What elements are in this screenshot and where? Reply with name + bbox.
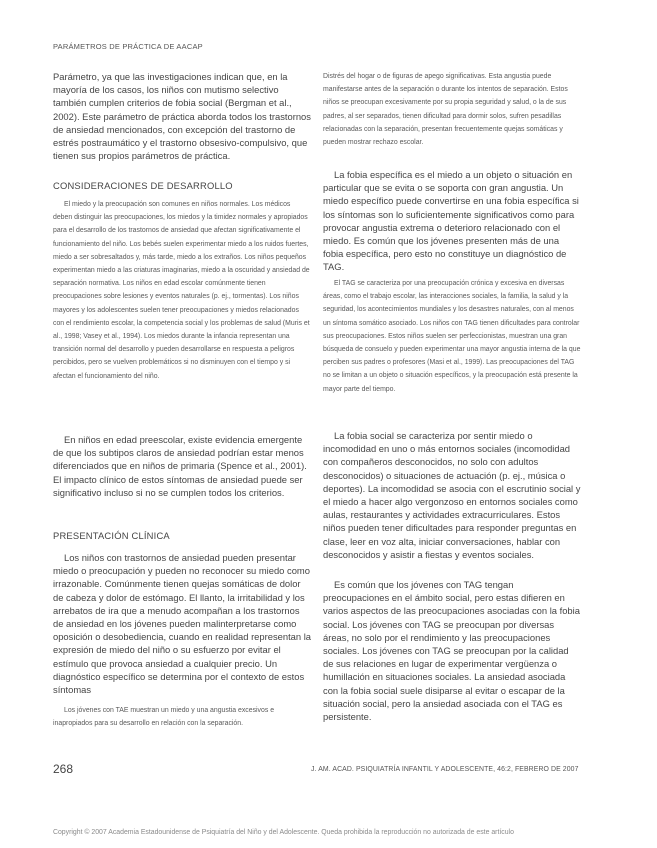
left-column-section-2 (53, 530, 311, 541)
left-column-clinical (53, 551, 311, 696)
paragraph-intro: Parámetro, ya que las investigaciones indican que, en la mayoría de los casos, los niños con mutismo selectivo también cumplen criterios de fobia social (Bergman et al., 2002). Este parámetro de práctica aborda todos los trastornos de ansiedad mencionados, con excepción del trastorno de estrés postraumático y el trastorno obsesivo-compulsivo, que tienen sus propios parámetros de práctica. (53, 71, 311, 162)
right-column-tag-social (323, 578, 581, 723)
left-column-small-2 (53, 704, 311, 730)
left-column-preschool (53, 433, 311, 499)
left-column (53, 70, 311, 162)
page-number: 268 (53, 762, 74, 776)
right-column-social-phobia (323, 429, 581, 561)
right-column-small-1 (323, 70, 581, 149)
paragraph-development-small: El miedo y la preocupación son comunes en niños normales. Los médicos deben distinguir las preocupaciones, los miedos y la timidez normales y apropiados para el desarrollo de los trastornos de ansiedad que afectan significativamente el funcionamiento del niño. Los bebés suelen experimentar miedo a los ruidos fuertes, miedo a ser sobresaltados y, más tarde, miedo a los extraños. Los niños pequeños experimentan miedo a las criaturas imaginarias, miedo a la oscuridad y ansiedad de separación normativa. Los niños en edad escolar comúnmente tienen preocupaciones sobre lesiones y eventos naturales (p. ej., tormentas). Los niños mayores y los adolescentes suelen tener preocupaciones y miedos relacionados con el rendimiento escolar, la competencia social y los problemas de salud (Muris et al., 1998; Vasey et al., 1994). Los miedos durante la infancia representan una transición normal del desarrollo y pueden desarrollarse en respuesta a peligros percibidos, pero se vuelven problemáticos si no disminuyen con el tiempo y si afectan el funcionamiento del niño. (53, 201, 310, 380)
heading-clinical-presentation: PRESENTACIÓN CLÍNICA (53, 530, 170, 541)
paragraph-preschool: En niños en edad preescolar, existe evidencia emergente de que los subtipos claros de ansiedad podrían estar menos diferenciados que en niños de primaria (Spence et al., 2001). El impacto clínico de estos síntomas de ansiedad puede ser significativo incluso si no se cumplen todos los criterios. (53, 434, 307, 498)
paragraph-tag-social: Es común que los jóvenes con TAG tengan preocupaciones en el ámbito social, pero estas difieren en varios aspectos de las preocupaciones asociadas con la fobia social. Los jóvenes con TAG se preocupan por diversas áreas, no solo por el rendimiento y las preocupaciones sociales. Los jóvenes con TAG se preocupan por la calidad de sus relaciones en lugar de experimentar vergüenza o humillación en situaciones sociales. La ansiedad asociada con la fobia social suele disiparse al evitar o escapar de la situación social, pero la ansiedad asociada con el TAG es persistente. (323, 579, 580, 723)
journal-citation: J. AM. ACAD. PSIQUIATRÍA INFANTIL Y ADOLESCENTE, 46:2, FEBRERO DE 2007 (311, 766, 579, 773)
paragraph-specific-phobia: La fobia específica es el miedo a un objeto o situación en particular que se evita o se soporta con gran angustia. Un miedo específico puede convertirse en una fobia específica si los síntomas son lo suficientemente significativos como para provocar angustia extrema o deterioro relacionado con el miedo. Es común que los jóvenes presenten más de una fobia específica, pero esto no constituye un diagnóstico de TAG. (323, 169, 579, 273)
paragraph-tag-small: El TAG se caracteriza por una preocupación crónica y excesiva en diversas áreas, como el trabajo escolar, las interacciones sociales, la familia, la salud y la seguridad, los acontecimientos mundiales y los desastres naturales, con al menos un síntoma somático asociado. Los niños con TAG tienen dificultades para controlar sus preocupaciones. Estos niños suelen ser perfeccionistas, muestran una gran búsqueda de consuelo y pueden experimentar una mayor angustia interna de la que perciben sus padres o profesores (Masi et al., 1999). Las preocupaciones del TAG no se limitan a un objeto o situación específicos, y la preocupación está presente la mayor parte del tiempo. (323, 280, 581, 393)
paragraph-social-phobia: La fobia social se caracteriza por sentir miedo o incomodidad en uno o más entornos sociales (incomodidad con compañeros desconocidos, no solo con adultos desconocidos) o situaciones de actuación (p. ej., música o deportes). La incomodidad se asocia con el escrutinio social y el miedo a hacer algo vergonzoso en entornos sociales como aulas, restaurantes y actividades extracurriculares. Estos niños pueden tener dificultades para responder preguntas en clase, leer en voz alta, iniciar conversaciones, hablar con desconocidos y asistir a fiestas y eventos sociales. (323, 430, 581, 560)
paragraph-clinical: Los niños con trastornos de ansiedad pueden presentar miedo o preocupación y pueden no reconocer su miedo como irrazonable. Comúnmente tienen quejas somáticas de dolor de cabeza y dolor de estómago. El llanto, la irritabilidad y los arrebatos de ira que a menudo acompañan a los trastornos de ansiedad en los jóvenes pueden malinterpretarse como oposición o desobediencia, cuando en realidad representan la expresión de miedo del niño o su esfuerzo por evitar el estímulo que provoca ansiedad a cualquier precio. Un diagnóstico específico se determina por el contexto de estos síntomas (53, 552, 312, 696)
left-column-small-1 (53, 198, 311, 383)
paragraph-distress-small: Distrés del hogar o de figuras de apego significativas. Esta angustia puede manifestarse antes de la separación o durante los intentos de separación. Estos niños se preocupan excesivamente por su propia seguridad y salud, o la de sus padres, al ser separados, tienen dificultad para dormir solos, sufren pesadillas relacionadas con la separación, presentan frecuentemente quejas somáticas y pueden mostrar rechazo escolar. (323, 73, 568, 147)
heading-developmental-considerations: CONSIDERACIONES DE DESARROLLO (53, 180, 233, 191)
right-column-specific-phobia (323, 168, 581, 274)
left-column-section-1 (53, 180, 311, 191)
running-head: PARÁMETROS DE PRÁCTICA DE AACAP (53, 42, 203, 51)
paragraph-tae-small: Los jóvenes con TAE muestran un miedo y una angustia excesivos e inapropiados para su desarrollo en relación con la separación. (53, 707, 275, 728)
right-column-small-2 (323, 277, 581, 396)
copyright-notice: Copyright © 2007 Academia Estadounidense de Psiquiatría del Niño y del Adolescente. Queda prohibida la reproducción no autorizada de este artículo (53, 829, 514, 836)
